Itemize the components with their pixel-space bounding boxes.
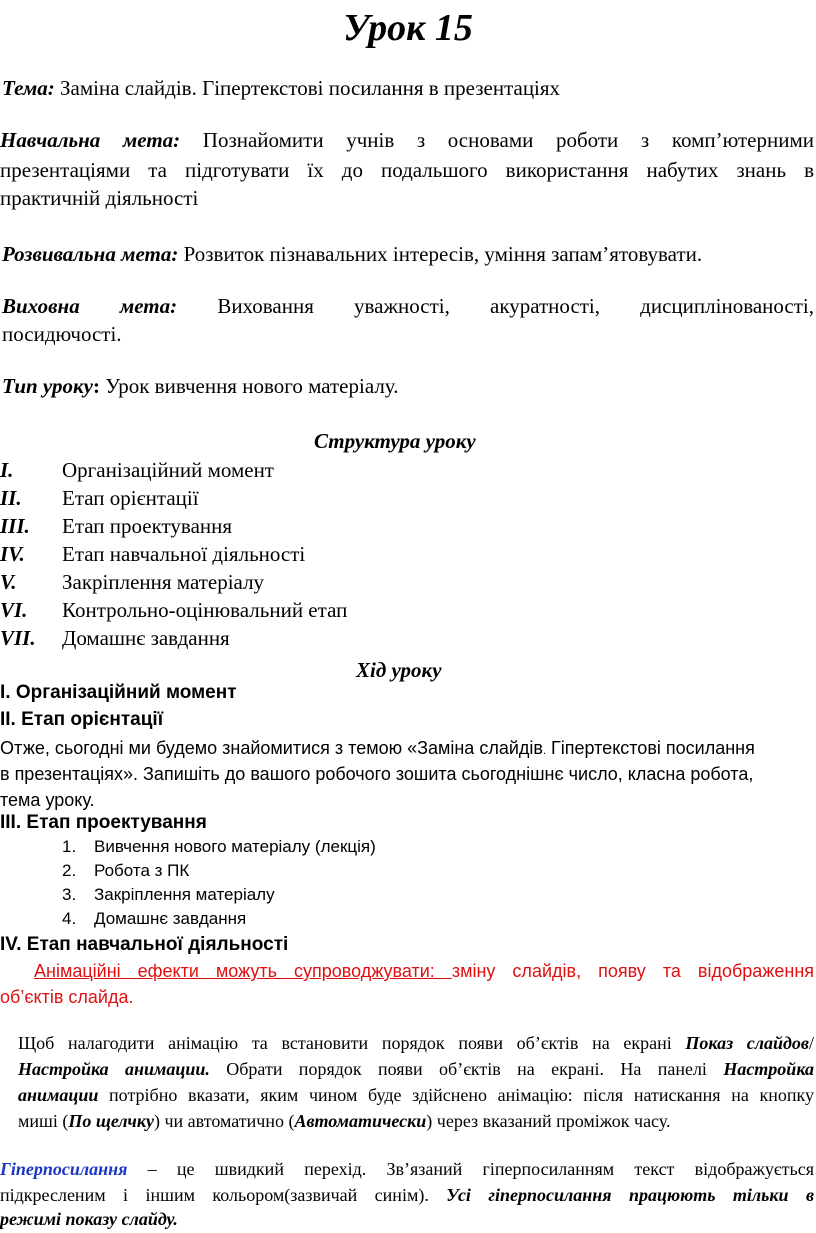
hyper-line1 [0,1156,814,1183]
anim-para-term1: Показ слайдов [685,1033,809,1053]
anim-para-text4c: ) через вказаний проміжок часу. [426,1111,671,1131]
anim-para-text4a: миші ( [18,1111,69,1131]
lesson-type-label: Тип уроку [2,374,93,398]
anim-line1 [34,958,814,985]
anim-para-text1: Щоб налагодити анімацію та встановити порядок появи об’єктів на екрані [18,1033,686,1053]
structure-item [0,622,230,654]
plan-text: Робота з ПК [94,861,190,880]
structure-text: Домашнє завдання [62,626,230,650]
structure-text: Етап проектування [62,514,233,538]
plan-item [62,885,275,905]
structure-num: VII. [0,626,36,650]
plan-num: 1. [62,837,77,856]
anim-link[interactable]: Анімаційні ефекти можуть супроводжувати: [34,961,452,981]
anim-para-text3: потрібно вказати, яким чином буде здійснено анімацію: після натискання на кнопку [98,1085,814,1105]
lesson-type-line [2,370,398,402]
structure-num: VI. [0,598,28,622]
orient-dot: . [542,745,547,757]
plan-num: 3. [62,885,77,904]
goal-dev-text: Розвиток пізнавальних інтересів, уміння запам’ятовувати. [178,242,703,266]
structure-heading: Структура уроку [314,429,476,453]
topic-line [2,72,560,104]
hyper-text2: підкресленим і іншим кольором(зазвичай синім). [0,1185,447,1205]
plan-item [62,837,376,857]
goal-dev-line [2,238,702,270]
anim-para-text2: Обрати порядок появи об’єктів на екрані. На панелі [209,1059,724,1079]
lesson-title: Урок 15 [343,7,473,49]
hyper-line2 [0,1182,814,1209]
goal-upbr-text1: Виховання уважності, акуратності, дисциплінованості, [217,294,815,318]
orient-text1a: Отже, сьогодні ми будемо знайомитися з темою «Заміна слайдів [0,738,543,758]
structure-num: I. [0,458,14,482]
orient-text1b: Гіпертекстові посилання [546,738,755,758]
structure-text: Організаційний момент [62,458,274,482]
anim-text1: зміну слайдів, появу та відображення [451,961,814,981]
goal-edu-line3: практичній діяльності [0,186,199,210]
hyper-term: Гіперпосилання [0,1159,128,1179]
anim-para-term5: По щелчку [68,1111,154,1131]
hyper-line3: режимі показу слайду. [0,1209,178,1229]
structure-text: Етап орієнтації [62,486,199,510]
hyper-text1: – це швидкий перехід. Зв’язаний гіперпосиланням текст відображується [127,1159,814,1179]
topic-text: Заміна слайдів. Гіпертекстові посилання в презентаціях [54,76,561,100]
anim-para-line1 [18,1030,814,1057]
goal-edu-line2: презентаціями та підготувати їх до подальшого використання набутих знань в [0,158,814,182]
topic-label: Тема: [2,76,55,100]
goal-dev-label: Розвивальна мета: [2,242,179,266]
section-learning: IV. Етап навчальної діяльності [0,934,289,955]
plan-text: Закріплення матеріалу [94,885,275,904]
goal-upbr-line2: посидючості. [2,322,122,346]
plan-num: 4. [62,909,77,928]
anim-para-term2: Настройка анимации. [18,1059,210,1079]
structure-text: Етап навчальної діяльності [62,542,306,566]
lesson-type-colon: : [92,374,100,398]
structure-num: V. [0,570,17,594]
anim-para-slash: / [808,1033,814,1053]
goal-edu-label: Навчальна мета: [0,128,181,152]
lesson-type-text: Урок вивчення нового матеріалу. [99,374,399,398]
plan-item [62,909,246,929]
anim-para-line2 [18,1056,814,1083]
section-org: I. Організаційний момент [0,682,237,703]
plan-num: 2. [62,861,77,880]
anim-para-line4 [18,1108,671,1135]
goal-upbr-line1 [2,290,814,322]
anim-para-line3 [18,1082,814,1109]
plan-text: Домашнє завдання [94,909,247,928]
orient-line3: тема уроку. [0,790,95,810]
plan-item [62,861,189,881]
goal-upbr-label: Виховна мета: [2,294,178,318]
section-design: III. Етап проектування [0,812,207,833]
goal-edu-text1: Познайомити учнів з основами роботи з комп’ютерними [202,128,815,152]
structure-num: II. [0,486,22,510]
anim-para-term6: Автоматически [294,1111,427,1131]
hyper-emph1: Усі гіперпосилання працюють тільки в [446,1185,814,1205]
structure-text: Контрольно-оцінювальний етап [62,598,348,622]
anim-para-term3: Настройка [723,1059,814,1079]
anim-line2: об’єктів слайда. [0,987,134,1007]
structure-num: III. [0,514,30,538]
structure-num: IV. [0,542,25,566]
goal-edu-line1 [0,124,814,156]
course-heading: Хід уроку [356,658,442,682]
anim-para-term4: анимации [18,1085,99,1105]
section-orient: II. Етап орієнтації [0,709,164,730]
structure-text: Закріплення матеріалу [62,570,265,594]
plan-text: Вивчення нового матеріалу (лекція) [94,837,376,856]
anim-para-text4b: ) чи автоматично ( [154,1111,295,1131]
orient-line2: в презентаціях». Запишіть до вашого робочого зошита сьогоднішнє число, класна робота, [0,764,754,784]
